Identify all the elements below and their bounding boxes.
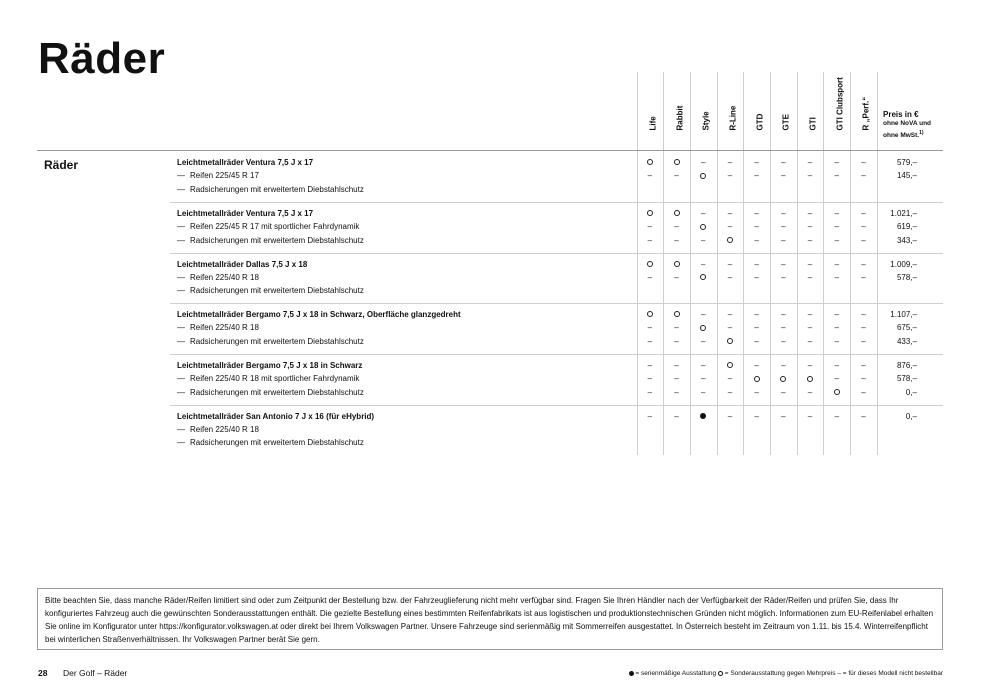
unavailable-cell: –: [701, 310, 706, 319]
unavailable-cell: –: [861, 361, 866, 370]
unavailable-cell: –: [647, 235, 653, 245]
wheel-spec: [177, 271, 259, 284]
standard-cell: [690, 410, 717, 423]
unavailable-cell: –: [647, 361, 653, 370]
unavailable-cell: –: [781, 272, 786, 282]
price-value: 1.021,–: [890, 209, 917, 218]
unavailable-cell: –: [674, 171, 679, 181]
unavailable-cell: –: [701, 209, 706, 218]
unavailable-cell: –: [781, 222, 786, 232]
unavailable-cell: –: [807, 158, 813, 167]
open-circle-icon: [674, 261, 680, 267]
header-divider: [37, 150, 943, 151]
group-divider: [170, 354, 943, 355]
unavailable-cell: –: [834, 235, 839, 245]
open-circle-icon: [780, 376, 786, 382]
note-box: [37, 588, 943, 650]
column-header-label: GTD: [755, 113, 765, 131]
row-text: Radsicherungen mit erweitertem Diebstahlschutz: [190, 438, 364, 448]
price-header-sub2-text: ohne MwSt.: [883, 131, 920, 139]
table-row: [176, 321, 943, 334]
option-cell: [663, 308, 690, 321]
table-row: [176, 169, 943, 182]
unavailable-cell: –: [807, 336, 813, 346]
row-text: Leichtmetallräder Bergamo 7,5 J x 18 in Schwarz, Oberfläche glanzgedreht: [177, 310, 461, 319]
unavailable-cell: –: [834, 158, 839, 167]
table-group: [176, 359, 943, 399]
price-value: 1.107,–: [890, 310, 917, 319]
open-circle-icon: [647, 159, 653, 165]
open-circle-icon: [700, 274, 706, 280]
row-text: Reifen 225/45 R 17: [190, 171, 259, 181]
price-value: 579,–: [896, 158, 917, 167]
unavailable-cell: –: [834, 374, 839, 384]
table-group: [176, 156, 943, 196]
table-group: [176, 410, 943, 450]
column-header: [663, 72, 690, 137]
unavailable-cell: –: [807, 323, 813, 333]
unavailable-cell: –: [807, 222, 813, 232]
unavailable-cell: –: [781, 323, 786, 333]
price-header: [883, 110, 931, 140]
row-text: Radsicherungen mit erweitertem Diebstahlschutz: [190, 235, 364, 245]
unavailable-cell: –: [674, 336, 679, 346]
open-circle-icon: [727, 338, 733, 344]
price-value: 343,–: [896, 235, 917, 245]
column-header-label: GTI Clubsport: [835, 77, 845, 131]
unavailable-cell: –: [807, 235, 813, 245]
unavailable-cell: –: [727, 259, 733, 269]
unavailable-cell: –: [781, 235, 786, 245]
legend: [629, 670, 943, 677]
unavailable-cell: –: [834, 272, 839, 282]
column-header-label: R-Line: [728, 105, 738, 131]
table-group: [176, 258, 943, 298]
unavailable-cell: –: [754, 222, 759, 232]
unavailable-cell: –: [781, 310, 786, 319]
wheel-spec: [177, 284, 364, 297]
table-row: [176, 436, 943, 449]
unavailable-cell: –: [727, 387, 733, 397]
table-row: [176, 372, 943, 385]
unavailable-cell: –: [834, 209, 839, 218]
column-header: [743, 72, 770, 137]
price-header-title: Preis in €: [883, 110, 919, 119]
unavailable-cell: –: [861, 310, 866, 319]
price-header-sub1: ohne NoVA und: [883, 120, 932, 127]
table-row: [176, 234, 943, 247]
unavailable-cell: –: [861, 323, 866, 333]
filled-dot-icon: [700, 413, 706, 419]
unavailable-cell: –: [754, 323, 759, 333]
unavailable-cell: –: [647, 171, 653, 181]
group-divider: [170, 303, 943, 304]
unavailable-cell: –: [674, 361, 679, 370]
footer-title: Der Golf – Räder: [63, 668, 128, 678]
option-cell: [717, 335, 744, 348]
unavailable-cell: –: [674, 387, 679, 397]
unavailable-cell: –: [807, 272, 813, 282]
unavailable-cell: –: [727, 209, 733, 218]
unavailable-cell: –: [701, 361, 706, 370]
open-circle-icon: [727, 237, 733, 243]
unavailable-cell: –: [861, 259, 866, 269]
unavailable-cell: –: [781, 171, 786, 181]
option-cell: [690, 220, 717, 233]
price-value: 675,–: [896, 323, 917, 333]
unavailable-cell: –: [861, 272, 866, 282]
unavailable-cell: –: [834, 222, 839, 232]
column-header-label: Rabbit: [675, 105, 685, 131]
open-circle-icon: [718, 671, 723, 676]
unavailable-cell: –: [807, 310, 813, 319]
option-cell: [663, 207, 690, 220]
price-value: 1.009,–: [890, 259, 917, 269]
bullet-dash: —: [177, 424, 185, 434]
unavailable-cell: –: [647, 374, 653, 384]
row-text: Reifen 225/40 R 18: [190, 272, 259, 282]
unavailable-cell: –: [674, 374, 679, 384]
unavailable-cell: –: [807, 259, 813, 269]
bullet-dash: —: [177, 222, 185, 232]
unavailable-cell: –: [727, 272, 733, 282]
open-circle-icon: [834, 389, 840, 395]
open-circle-icon: [647, 261, 653, 267]
unavailable-cell: –: [807, 361, 813, 370]
section-label: Räder: [44, 158, 79, 172]
unavailable-cell: –: [754, 171, 759, 181]
unavailable-cell: –: [674, 411, 679, 421]
unavailable-cell: –: [781, 411, 786, 421]
unavailable-cell: –: [861, 235, 866, 245]
unavailable-cell: –: [647, 387, 653, 397]
unavailable-cell: –: [781, 387, 786, 397]
wheel-title: [177, 359, 362, 372]
unavailable-cell: –: [781, 259, 786, 269]
bullet-dash: —: [177, 286, 185, 296]
column-header: [770, 72, 797, 137]
option-cell: [637, 308, 664, 321]
option-cell: [690, 169, 717, 182]
unavailable-cell: –: [754, 387, 759, 397]
unavailable-cell: –: [727, 222, 733, 232]
unavailable-cell: –: [727, 374, 733, 384]
price-value: 876,–: [896, 361, 917, 370]
unavailable-cell: –: [861, 209, 866, 218]
unavailable-cell: –: [781, 336, 786, 346]
price-header-footnote: 1): [919, 129, 924, 136]
open-circle-icon: [700, 325, 706, 331]
wheel-spec: [177, 423, 259, 436]
wheel-title: [177, 258, 307, 271]
unavailable-cell: –: [834, 171, 839, 181]
table-row: [176, 220, 943, 233]
wheel-spec: [177, 321, 259, 334]
row-text: Leichtmetallräder Dallas 7,5 J x 18: [177, 259, 308, 269]
unavailable-cell: –: [861, 171, 866, 181]
option-cell: [717, 234, 744, 247]
option-cell: [770, 372, 797, 385]
open-circle-icon: [674, 210, 680, 216]
unavailable-cell: –: [647, 323, 653, 333]
unavailable-cell: –: [754, 336, 759, 346]
wheel-spec: [177, 436, 364, 449]
row-text: Radsicherungen mit erweitertem Diebstahlschutz: [190, 286, 364, 296]
row-text: Leichtmetallräder Ventura 7,5 J x 17: [177, 158, 314, 167]
unavailable-cell: –: [834, 411, 839, 421]
unavailable-cell: –: [861, 387, 866, 397]
wheel-title: [177, 410, 374, 423]
unavailable-cell: –: [701, 235, 706, 245]
page-number: 28: [38, 668, 48, 678]
unavailable-cell: –: [754, 361, 759, 370]
table-row: [176, 207, 943, 220]
row-text: Radsicherungen mit erweitertem Diebstahlschutz: [190, 336, 364, 346]
unavailable-cell: –: [647, 336, 653, 346]
wheel-spec: [177, 183, 364, 196]
bullet-dash: —: [177, 272, 185, 282]
bullet-dash: —: [177, 374, 185, 384]
legend-standard: = serienmäßige Ausstattung: [635, 670, 717, 677]
bullet-dash: —: [177, 184, 185, 194]
price-value: 619,–: [896, 222, 917, 232]
table-row: [176, 359, 943, 372]
column-header-label: GTI: [808, 117, 818, 131]
unavailable-cell: –: [834, 323, 839, 333]
table-row: [176, 258, 943, 271]
open-circle-icon: [647, 311, 653, 317]
column-header-label: R „Perf.“: [861, 96, 871, 131]
unavailable-cell: –: [674, 272, 679, 282]
open-circle-icon: [807, 376, 813, 382]
unavailable-cell: –: [727, 171, 733, 181]
unavailable-cell: –: [834, 310, 839, 319]
price-value: 433,–: [896, 336, 917, 346]
table-row: [176, 335, 943, 348]
unavailable-cell: –: [807, 411, 813, 421]
unavailable-cell: –: [727, 158, 733, 167]
price-value: 578,–: [896, 272, 917, 282]
filled-dot-icon: [629, 671, 634, 676]
option-cell: [663, 258, 690, 271]
unavailable-cell: –: [781, 361, 786, 370]
unavailable-cell: –: [701, 158, 706, 167]
unavailable-cell: –: [861, 336, 866, 346]
unavailable-cell: –: [674, 235, 679, 245]
table-row: [176, 271, 943, 284]
unavailable-cell: –: [674, 323, 679, 333]
unavailable-cell: –: [754, 272, 759, 282]
table-row: [176, 410, 943, 423]
bullet-dash: —: [177, 387, 185, 397]
row-text: Leichtmetallräder Ventura 7,5 J x 17: [177, 209, 314, 218]
row-text: Reifen 225/40 R 18 mit sportlicher Fahrdynamik: [190, 374, 360, 384]
option-cell: [690, 271, 717, 284]
unavailable-cell: –: [807, 209, 813, 218]
option-cell: [717, 359, 744, 372]
unavailable-cell: –: [807, 387, 813, 397]
wheel-spec: [177, 234, 364, 247]
table-row: [176, 183, 943, 196]
note-text: Bitte beachten Sie, dass manche Räder/Reifen limitiert sind oder zum Zeitpunkt der Bestellung bzw. der Fahrzeuglieferung nicht mehr verfügbar sind. Fragen Sie Ihren Händler nach der Verfügbarkeit der Räder/Reifen und prüfen Sie, dass Ihr konfiguriertes Fahrzeug auch die gewünschten Sonderausstattungen enthält. Die gezielte Bestellung eines bestimmten Reifenfabrikats ist aus logistischen und produktionstechnischen Gründen nicht möglich. Informationen zum EU-Reifenlabel erhalten Sie online im Konfigurator unter https://konfigurator.volkswagen.at oder direkt bei Ihrem Volkswagen Partner. Unsere Fahrzeuge sind serienmäßig mit Sommerreifen ausgestattet. In Österreich besteht im Zeitraum von 1.11. bis 15.4. Winterreifenpflicht bei winterlichen Straßenverhältnissen. Ihr Volkswagen Partner berät Sie gern.: [45, 596, 934, 644]
price-value: 578,–: [896, 374, 917, 384]
unavailable-cell: –: [781, 209, 786, 218]
column-header: [823, 72, 850, 137]
table-row: [176, 284, 943, 297]
unavailable-cell: –: [754, 209, 759, 218]
unavailable-cell: –: [727, 310, 733, 319]
unavailable-cell: –: [727, 323, 733, 333]
unavailable-cell: –: [727, 411, 733, 421]
table-group: [176, 308, 943, 348]
table-row: [176, 386, 943, 399]
legend-optional: = Sonderausstattung gegen Mehrpreis: [724, 670, 836, 677]
unavailable-cell: –: [807, 171, 813, 181]
wheel-spec: [177, 169, 259, 182]
price-value: 0,–: [905, 387, 917, 397]
unavailable-cell: –: [701, 336, 706, 346]
open-circle-icon: [647, 210, 653, 216]
row-text: Reifen 225/40 R 18: [190, 424, 259, 434]
option-cell: [637, 258, 664, 271]
wheel-spec: [177, 386, 364, 399]
open-circle-icon: [700, 173, 706, 179]
column-header: [717, 72, 744, 137]
bullet-dash: —: [177, 323, 185, 333]
unavailable-cell: –: [754, 259, 759, 269]
column-header: [637, 72, 664, 137]
wheel-spec: [177, 220, 359, 233]
wheel-title: [177, 207, 313, 220]
price-value: 0,–: [905, 411, 917, 421]
unavailable-cell: –: [861, 411, 866, 421]
column-header-label: Style: [701, 111, 711, 131]
open-circle-icon: [674, 311, 680, 317]
option-cell: [637, 207, 664, 220]
unavailable-cell: –: [647, 411, 653, 421]
row-text: Reifen 225/40 R 18: [190, 323, 259, 333]
unavailable-cell: –: [754, 411, 759, 421]
unavailable-cell: –: [861, 374, 866, 384]
wheel-spec: [177, 335, 364, 348]
group-divider: [170, 202, 943, 203]
unavailable-cell: –: [834, 336, 839, 346]
option-cell: [690, 321, 717, 334]
row-text: Leichtmetallräder Bergamo 7,5 J x 18 in Schwarz: [177, 361, 363, 370]
option-cell: [823, 386, 850, 399]
row-text: Radsicherungen mit erweitertem Diebstahlschutz: [190, 387, 364, 397]
open-circle-icon: [700, 224, 706, 230]
unavailable-cell: –: [701, 387, 706, 397]
option-cell: [663, 156, 690, 169]
option-cell: [743, 372, 770, 385]
option-cell: [637, 156, 664, 169]
unavailable-cell: –: [861, 222, 866, 232]
column-header-label: Life: [648, 116, 658, 131]
legend-unavailable: – = für dieses Modell nicht bestellbar: [837, 670, 943, 677]
unavailable-cell: –: [834, 361, 839, 370]
bullet-dash: —: [177, 171, 185, 181]
row-text: Reifen 225/45 R 17 mit sportlicher Fahrdynamik: [190, 222, 360, 232]
table-row: [176, 156, 943, 169]
bullet-dash: —: [177, 438, 185, 448]
group-divider: [170, 405, 943, 406]
column-header: [797, 72, 824, 137]
wheel-title: [177, 308, 461, 321]
page-title: Räder: [38, 34, 166, 83]
wheel-spec: [177, 372, 359, 385]
unavailable-cell: –: [754, 310, 759, 319]
unavailable-cell: –: [754, 158, 759, 167]
bullet-dash: —: [177, 336, 185, 346]
row-text: Leichtmetallräder San Antonio 7 J x 16 (für eHybrid): [177, 411, 375, 421]
open-circle-icon: [727, 362, 733, 368]
column-header: [690, 72, 717, 137]
unavailable-cell: –: [647, 222, 653, 232]
column-header-label: GTE: [781, 114, 791, 131]
group-divider: [170, 253, 943, 254]
column-header: [850, 72, 877, 137]
bullet-dash: —: [177, 235, 185, 245]
unavailable-cell: –: [861, 158, 866, 167]
wheel-title: [177, 156, 313, 169]
unavailable-cell: –: [754, 235, 759, 245]
option-cell: [797, 372, 824, 385]
row-text: Radsicherungen mit erweitertem Diebstahlschutz: [190, 184, 364, 194]
open-circle-icon: [674, 159, 680, 165]
price-value: 145,–: [896, 171, 917, 181]
unavailable-cell: –: [834, 259, 839, 269]
table-row: [176, 423, 943, 436]
table-row: [176, 308, 943, 321]
unavailable-cell: –: [701, 259, 706, 269]
unavailable-cell: –: [647, 272, 653, 282]
unavailable-cell: –: [674, 222, 679, 232]
unavailable-cell: –: [781, 158, 786, 167]
open-circle-icon: [754, 376, 760, 382]
table-group: [176, 207, 943, 247]
price-header-sub2: [883, 129, 931, 141]
unavailable-cell: –: [701, 374, 706, 384]
